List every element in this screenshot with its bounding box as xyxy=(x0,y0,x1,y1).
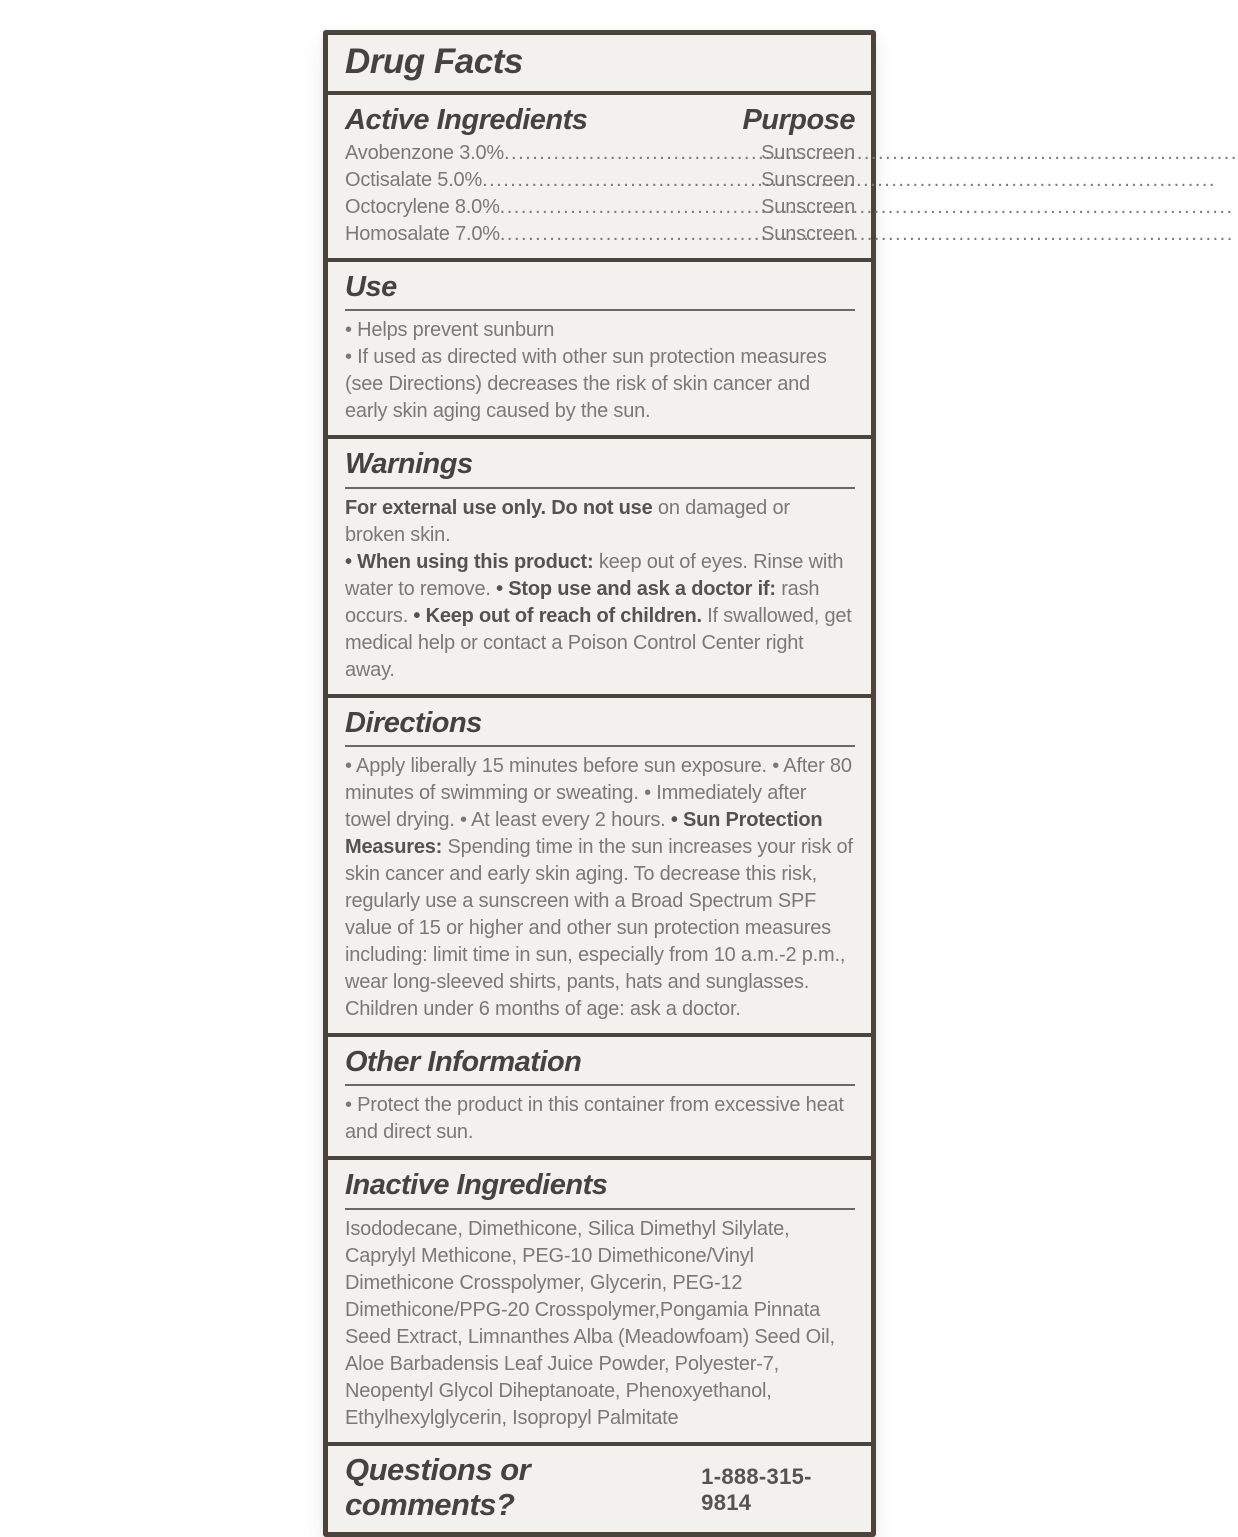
active-ingredients-section xyxy=(328,91,871,258)
ingredient-name: Homosalate 7.0% xyxy=(345,223,500,246)
dotted-leader xyxy=(504,140,761,167)
text-run: • If used as directed with other sun protection measures (see Directions) decreases the risk of skin cancer and early skin aging caused by the sun. xyxy=(345,346,827,423)
questions-heading: Questions or comments? xyxy=(345,1451,531,1523)
directions-section xyxy=(328,694,871,1033)
text-run: • Protect the product in this container from excessive heat and direct sun. xyxy=(345,1094,844,1144)
other-information-section xyxy=(328,1033,871,1156)
text-run: If swallowed, get medical help or contact a Poison Control Center right away. xyxy=(345,604,852,681)
ingredient-purpose: Sunscreen xyxy=(761,223,855,246)
warnings-paragraph xyxy=(345,549,855,684)
text-run: on damaged or broken skin. xyxy=(345,496,790,546)
active-ingredient-row xyxy=(345,221,855,248)
questions-phone-number: 1-888-315-9814 xyxy=(701,1463,812,1515)
warnings-section xyxy=(328,435,871,693)
text-run: Spending time in the sun increases your risk of skin cancer and early skin aging. To decrease this risk, regularly use a sunscreen with a Broad Spectrum SPF value of 15 or higher and other sun protection measures including: limit time in sun, especially from 10 a.m.-2 p.m., wear long-sleeved shirts, pants, hats and sunglasses. Children under 6 months of age: ask a doctor. xyxy=(345,836,853,1021)
warnings-heading: Warnings xyxy=(345,446,855,488)
inactive-ingredients-section xyxy=(328,1156,871,1441)
use-bullet xyxy=(345,344,855,425)
ingredient-purpose: Sunscreen xyxy=(761,169,855,192)
warnings-paragraph xyxy=(345,495,855,549)
ingredient-name: Octocrylene 8.0% xyxy=(345,196,500,219)
text-run: Isododecane, Dimethicone, Silica Dimethyl Silylate, Caprylyl Methicone, PEG-10 Dimethicone/Vinyl Dimethicone Crosspolymer, Glycerin, PEG-12 Dimethicone/PPG-20 Crosspolymer,Pongamia Pinnata Seed Extract, Limnanthes Alba (Meadowfoam) Seed Oil, Aloe Barbadensis Leaf Juice Powder, Polyester-7, Neopentyl Glycol Diheptanoate, Phenoxyethanol, Ethylhexylglycerin, Isopropyl Palmitate xyxy=(345,1217,835,1429)
other-information-heading: Other Information xyxy=(345,1044,855,1086)
directions-heading: Directions xyxy=(345,705,855,747)
text-run: rash occurs. xyxy=(345,577,820,627)
use-heading: Use xyxy=(345,269,855,311)
ingredient-name: Octisalate 5.0% xyxy=(345,169,483,192)
drug-facts-title: Drug Facts xyxy=(345,42,523,81)
bold-text-run: • Stop use and ask a doctor if: xyxy=(496,577,782,600)
use-bullet xyxy=(345,317,855,344)
drug-facts-label xyxy=(323,30,876,1537)
inactive-ingredients-heading: Inactive Ingredients xyxy=(345,1167,855,1209)
dotted-leader xyxy=(482,167,761,194)
purpose-heading: Purpose xyxy=(742,103,855,136)
bold-text-run: • Keep out of reach of children. xyxy=(413,604,708,627)
bold-text-run: For external use only. Do not use xyxy=(345,496,658,519)
dotted-leader xyxy=(500,194,762,221)
bold-text-run: • When using this product: xyxy=(345,550,599,573)
active-ingredients-heading: Active Ingredients xyxy=(345,103,588,136)
active-ingredient-row xyxy=(345,140,855,167)
inactive-ingredients-list xyxy=(345,1216,855,1432)
warnings-body xyxy=(345,495,855,684)
ingredient-purpose: Sunscreen xyxy=(761,142,855,165)
text-run: • Apply liberally 15 minutes before sun exposure. • After 80 minutes of swimming or sweating. • Immediately after towel drying. • At least every 2 hours. xyxy=(345,755,852,832)
active-ingredient-row xyxy=(345,194,855,221)
active-ingredients-header xyxy=(345,102,855,140)
other-information-body xyxy=(345,1092,855,1146)
use-body xyxy=(345,317,855,425)
dotted-leader xyxy=(500,221,761,248)
inactive-ingredients-body xyxy=(345,1216,855,1432)
use-section xyxy=(328,258,871,435)
text-run: • Helps prevent sunburn xyxy=(345,319,555,342)
directions-paragraph xyxy=(345,753,855,1023)
active-ingredients-table xyxy=(345,140,855,248)
ingredient-name: Avobenzone 3.0% xyxy=(345,142,504,165)
questions-section xyxy=(328,1442,871,1532)
bold-text-run: • Sun Protection Measures: xyxy=(345,809,823,859)
drug-facts-title-section xyxy=(328,35,871,91)
other-information-bullet xyxy=(345,1092,855,1146)
directions-body xyxy=(345,753,855,1023)
ingredient-purpose: Sunscreen xyxy=(761,196,855,219)
active-ingredient-row xyxy=(345,167,855,194)
text-run: keep out of eyes. Rinse with water to remove. xyxy=(345,550,844,600)
